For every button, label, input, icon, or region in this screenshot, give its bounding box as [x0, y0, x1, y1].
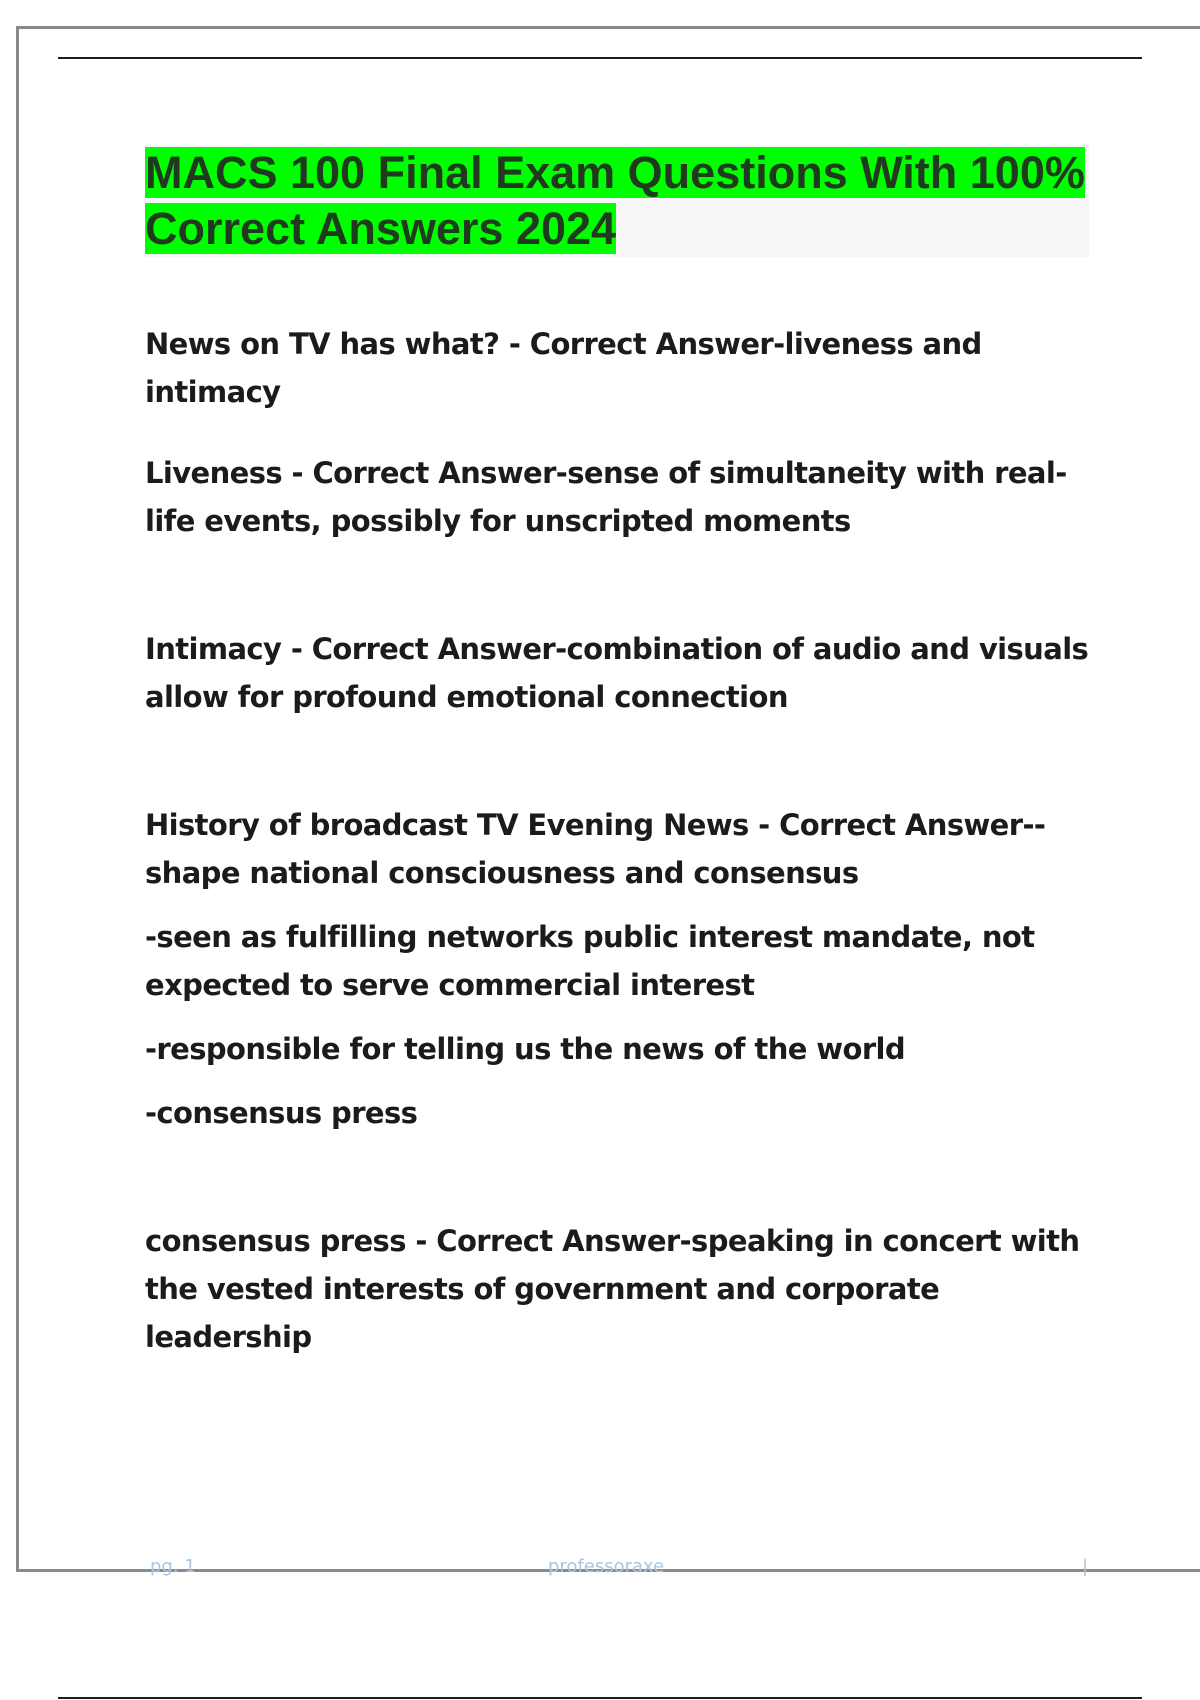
footer-marker: | — [1082, 1556, 1089, 1577]
qa-entry-liveness: Liveness - Correct Answer-sense of simultaneity with real-life events, possibly for unscripted moments — [145, 456, 1067, 538]
document-title — [145, 145, 1089, 257]
footer-page-number: pg. 1 — [150, 1556, 196, 1577]
qa-entry-news-on-tv: News on TV has what? - Correct Answer-liveness and intimacy — [145, 327, 982, 409]
title-block — [145, 145, 1089, 257]
qa-entry-consensus-press: consensus press - Correct Answer-speaking in concert with the vested interests of government and corporate leadership — [145, 1224, 1080, 1354]
qa-entry-consensus-press-item: -consensus press — [145, 1096, 418, 1130]
qa-entry-public-interest: -seen as fulfilling networks public interest mandate, not expected to serve commercial interest — [145, 920, 1035, 1002]
qa-entry-intimacy: Intimacy - Correct Answer-combination of audio and visuals allow for profound emotional connection — [145, 632, 1089, 714]
qa-entry-telling-news: -responsible for telling us the news of the world — [145, 1032, 906, 1066]
footer-rule — [58, 1697, 1142, 1699]
qa-entry-history-evening-news: History of broadcast TV Evening News - Correct Answer--shape national consciousness and consensus — [145, 808, 1046, 890]
title-highlight: MACS 100 Final Exam Questions With 100% Correct Answers 2024 — [145, 147, 1085, 254]
footer-author: professoraxe — [548, 1556, 665, 1577]
header-rule — [58, 57, 1142, 59]
